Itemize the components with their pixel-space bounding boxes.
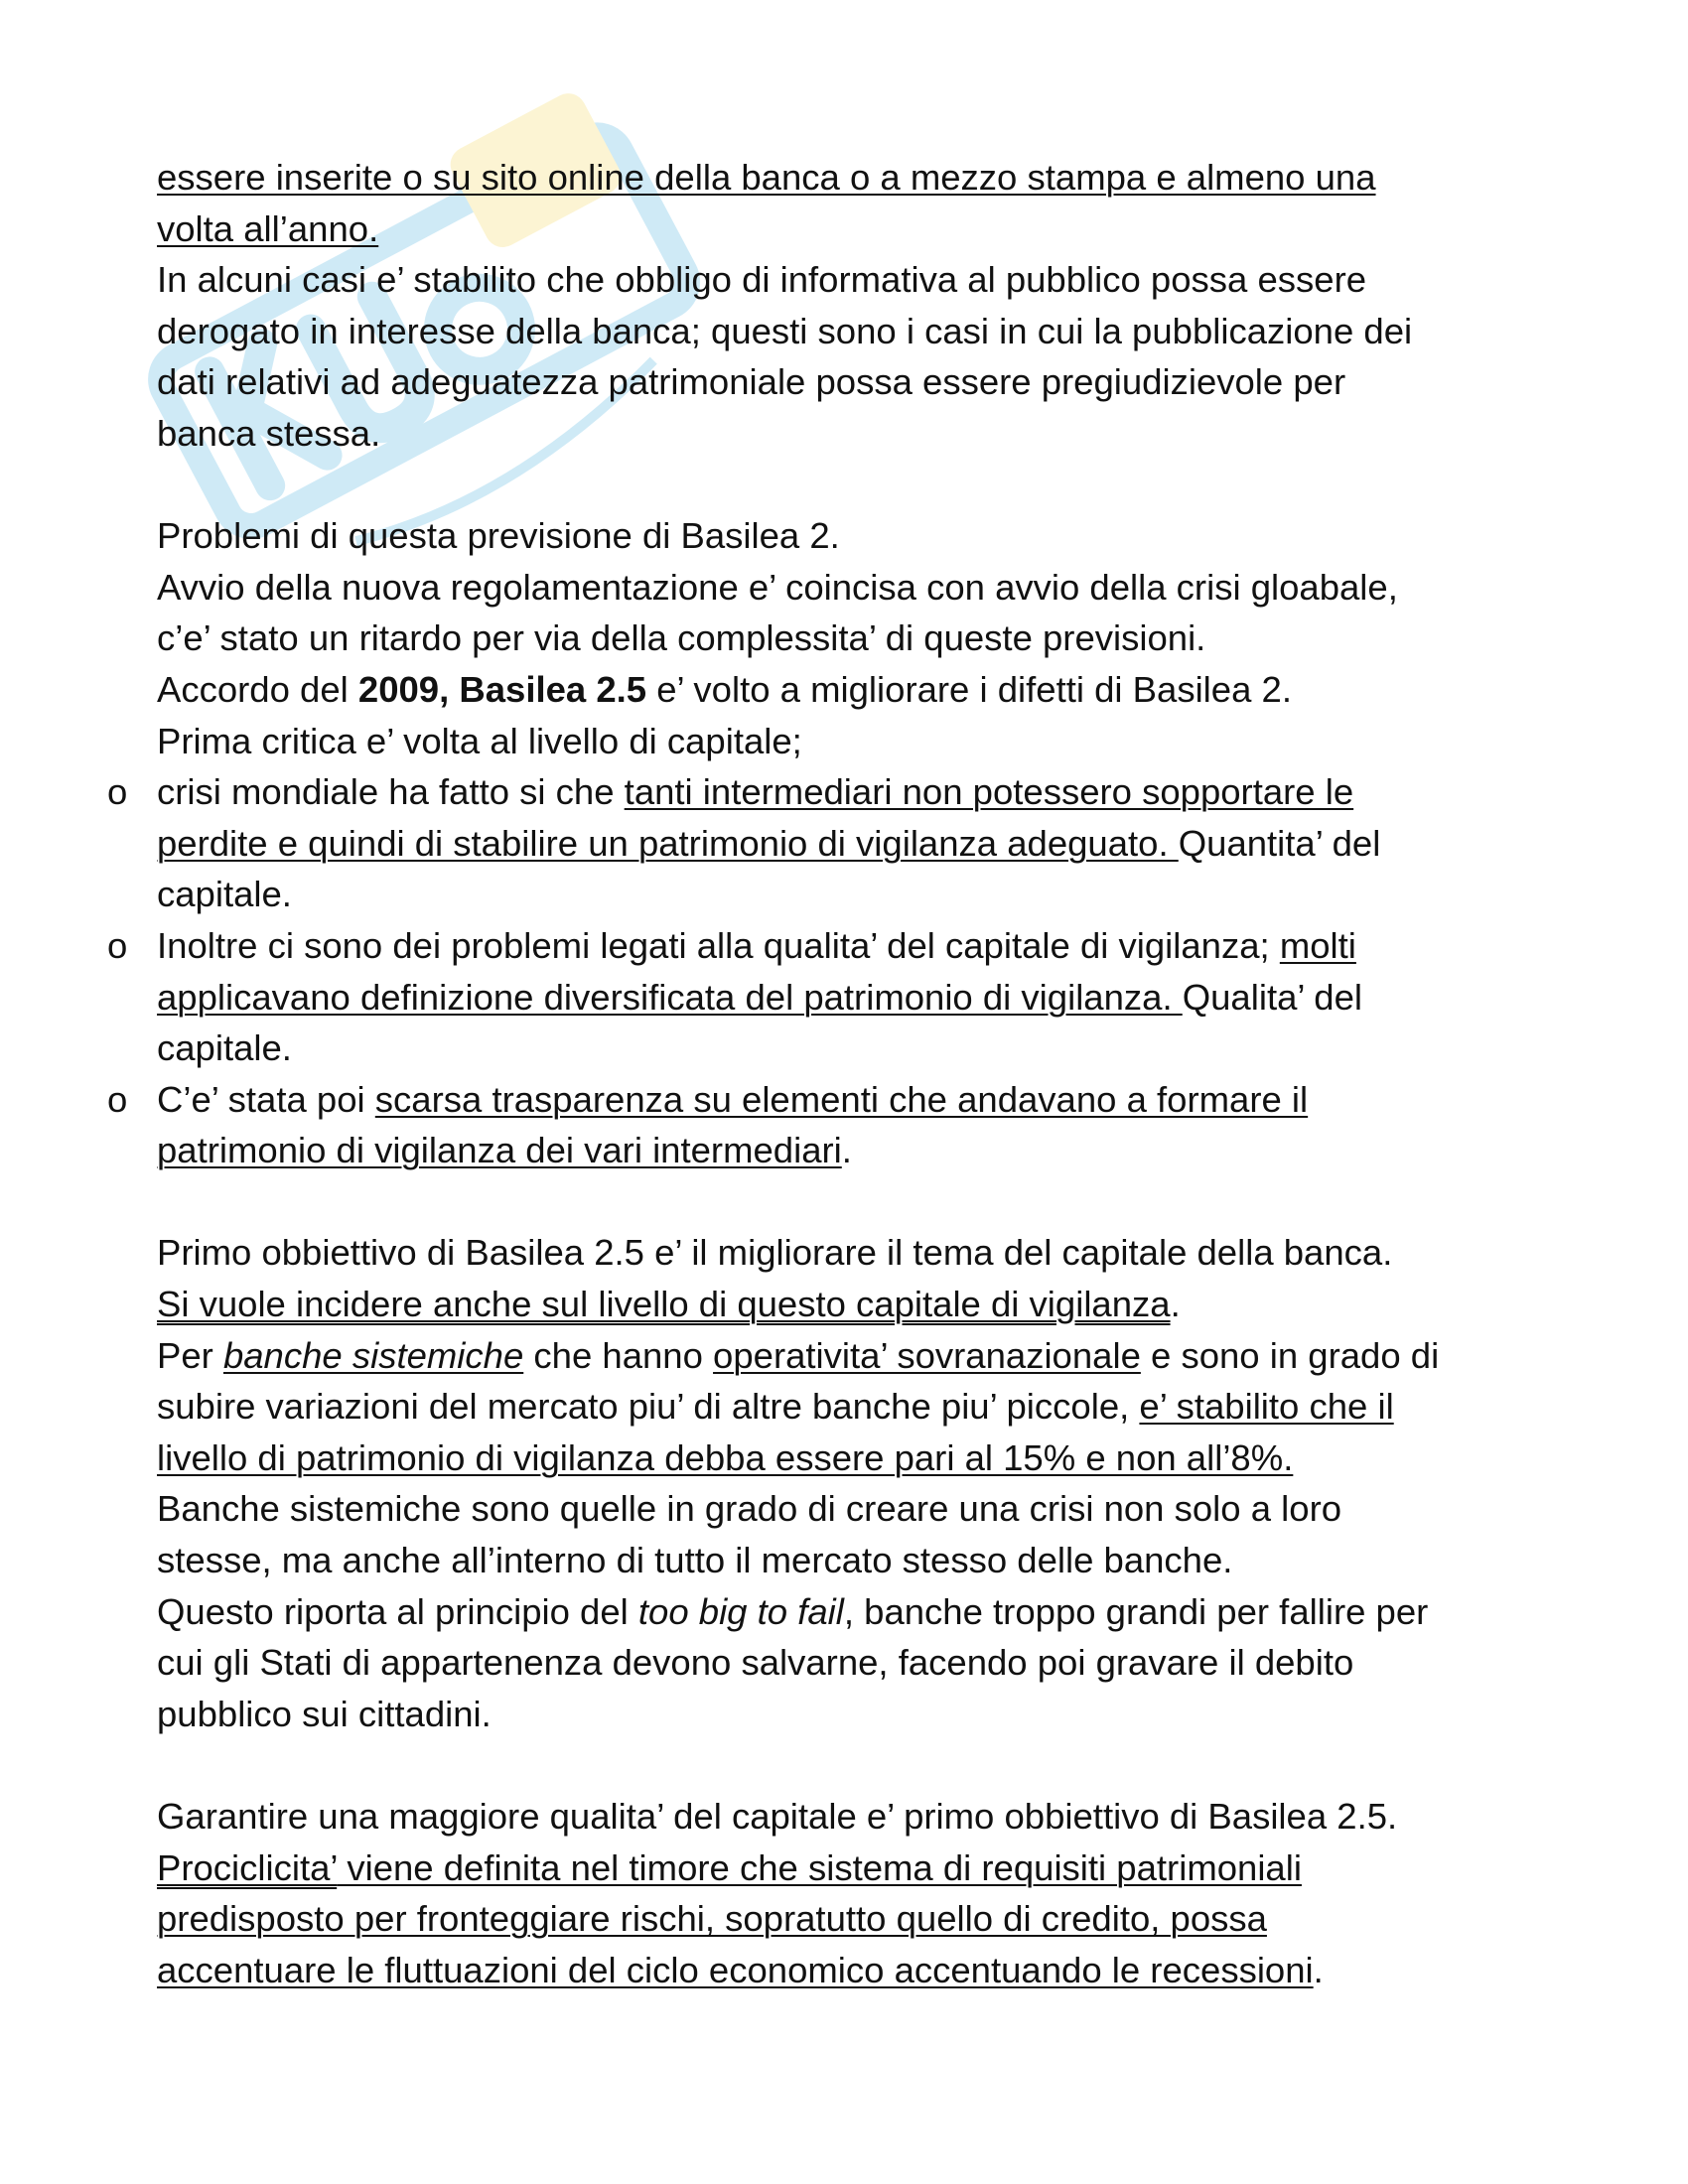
text-line xyxy=(157,1843,1547,1894)
text-line xyxy=(157,1791,1547,1843)
text-segment: In alcuni casi e’ stabilito che obbligo di informativa al pubblico possa essere xyxy=(157,259,1367,301)
text-line xyxy=(157,1483,1547,1535)
text-line xyxy=(157,1023,1547,1074)
text-segment: accentuare le fluttuazioni del ciclo economico accentuando le recessioni xyxy=(157,1949,1314,1990)
text-line xyxy=(157,204,1547,255)
text-line xyxy=(157,1381,1547,1433)
text-segment: Banche sistemiche sono quelle in grado di creare una crisi non solo a loro xyxy=(157,1488,1342,1530)
text-segment: c’e’ stato un ritardo per via della complessita’ di queste previsioni. xyxy=(157,617,1206,659)
bullet-marker: o xyxy=(107,771,128,813)
text-line xyxy=(157,356,1547,408)
bullet-marker: o xyxy=(107,1078,128,1120)
text-segment: molti xyxy=(1279,924,1356,966)
text-line xyxy=(157,408,1547,460)
text-segment: perdite e quindi di stabilire un patrimonio di vigilanza adeguato. xyxy=(157,822,1179,864)
blank-line xyxy=(157,1739,1547,1791)
text-segment: operativita’ sovranazionale xyxy=(713,1334,1141,1376)
text-segment: Avvio della nuova regolamentazione e’ coincisa con avvio della crisi gloabale, xyxy=(157,566,1398,608)
text-line xyxy=(157,1535,1547,1586)
text-segment: pubblico sui cittadini. xyxy=(157,1693,492,1734)
text-segment: crisi mondiale ha fatto si che xyxy=(157,771,625,813)
text-line xyxy=(157,1637,1547,1689)
text-line xyxy=(157,306,1547,357)
text-segment: . xyxy=(1313,1949,1324,1990)
text-line xyxy=(157,1689,1547,1740)
text-segment: . xyxy=(841,1130,852,1171)
text-line xyxy=(157,1227,1547,1279)
text-line xyxy=(157,254,1547,306)
text-segment: Questo riporta al principio del xyxy=(157,1590,638,1632)
text-segment: essere inserite o su sito online della banca o a mezzo stampa e almeno una xyxy=(157,157,1376,198)
text-segment: . xyxy=(1170,1284,1181,1325)
text-line xyxy=(157,152,1547,204)
text-segment: Prociclicita’ xyxy=(157,1846,338,1888)
text-line xyxy=(157,972,1547,1024)
text-segment: Inoltre ci sono dei problemi legati alla qualita’ del capitale di vigilanza; xyxy=(157,924,1280,966)
text-line xyxy=(157,613,1547,664)
bullet-line xyxy=(107,1074,1547,1126)
text-segment: derogato in interesse della banca; questi sono i casi in cui la pubblicazione dei xyxy=(157,310,1413,351)
text-segment: cui gli Stati di appartenenza devono salvarne, facendo poi gravare il debito xyxy=(157,1642,1354,1684)
text-segment: livello di patrimonio di vigilanza debba essere pari al 15% e non all’8%. xyxy=(157,1436,1294,1478)
text-segment: e’ volto a migliorare i difetti di Basilea 2. xyxy=(646,668,1292,710)
text-segment: 2009, Basilea 2.5 xyxy=(357,668,647,710)
bullet-line xyxy=(107,920,1547,972)
text-segment: patrimonio di vigilanza dei vari intermediari xyxy=(157,1130,842,1171)
text-segment: Qualita’ del xyxy=(1182,976,1362,1018)
text-line xyxy=(157,1586,1547,1638)
text-line xyxy=(157,869,1547,920)
bullet-line xyxy=(107,766,1547,818)
text-segment: Accordo del xyxy=(157,668,358,710)
text-segment: capitale. xyxy=(157,874,292,915)
text-segment: applicavano definizione diversificata del patrimonio di vigilanza. xyxy=(157,976,1183,1018)
text-line xyxy=(157,664,1547,716)
text-line xyxy=(157,1330,1547,1382)
blank-line xyxy=(157,460,1547,511)
text-segment: dati relativi ad adeguatezza patrimoniale possa essere pregiudizievole per xyxy=(157,361,1346,403)
text-line xyxy=(157,1893,1547,1945)
text-segment: Primo obbiettivo di Basilea 2.5 e’ il migliorare il tema del capitale della banca. xyxy=(157,1232,1393,1274)
text-segment: Prima critica e’ volta al livello di capitale; xyxy=(157,720,802,761)
text-segment: e’ stabilito che il xyxy=(1139,1386,1394,1428)
text-line xyxy=(157,1433,1547,1484)
document-page xyxy=(107,152,1547,1995)
text-segment: volta all’anno. xyxy=(157,207,379,249)
text-segment: che hanno xyxy=(523,1334,714,1376)
text-line xyxy=(157,562,1547,614)
text-segment: C’e’ stata poi xyxy=(157,1078,375,1120)
text-segment: Quantita’ del xyxy=(1178,822,1381,864)
bullet-marker: o xyxy=(107,924,128,966)
text-segment: stesse, ma anche all’interno di tutto il mercato stesso delle banche. xyxy=(157,1540,1233,1581)
text-segment: Garantire una maggiore qualita’ del capitale e’ primo obbiettivo di Basilea 2.5. xyxy=(157,1796,1398,1837)
text-line xyxy=(157,818,1547,870)
text-segment: too big to fail xyxy=(637,1590,844,1632)
text-segment: predisposto per fronteggiare rischi, sopratutto quello di credito, possa xyxy=(157,1898,1267,1940)
text-line xyxy=(157,716,1547,767)
text-segment: banca stessa. xyxy=(157,412,381,454)
text-segment: Problemi di questa previsione di Basilea 2. xyxy=(157,515,840,557)
text-segment: capitale. xyxy=(157,1027,292,1069)
text-line xyxy=(157,1279,1547,1330)
text-segment: scarsa trasparenza su elementi che andavano a formare il xyxy=(374,1078,1309,1120)
blank-line xyxy=(157,1176,1547,1228)
text-segment: , banche troppo grandi per fallire per xyxy=(843,1590,1429,1632)
text-segment: subire variazioni del mercato piu’ di altre banche piu’ piccole, xyxy=(157,1386,1140,1428)
text-segment: banche sistemiche xyxy=(222,1334,524,1376)
text-line xyxy=(157,1945,1547,1996)
text-line xyxy=(157,510,1547,562)
text-line xyxy=(157,1125,1547,1176)
text-segment: e sono in grado di xyxy=(1140,1334,1440,1376)
text-segment: viene definita nel timore che sistema di requisiti patrimoniali xyxy=(337,1846,1302,1888)
text-segment: tanti intermediari non potessero sopportare le xyxy=(624,771,1354,813)
text-segment: Si vuole incidere anche sul livello di questo capitale di vigilanza xyxy=(157,1284,1171,1325)
text-segment: Per xyxy=(157,1334,223,1376)
